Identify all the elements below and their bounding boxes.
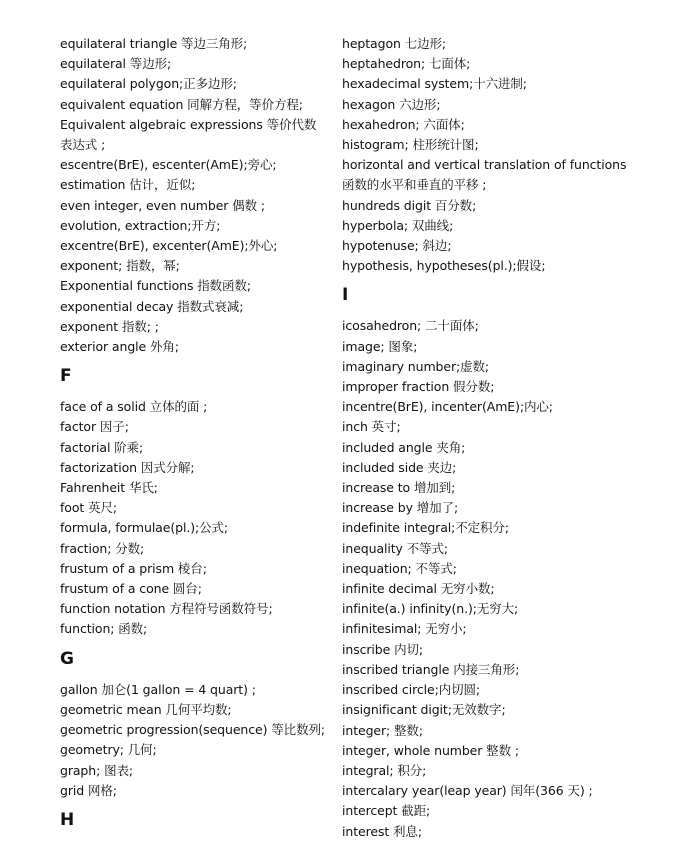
glossary-entry: factorization 因式分解;	[60, 459, 195, 475]
glossary-entry: Fahrenheit 华氏;	[60, 480, 158, 496]
section-heading-i: I	[342, 285, 349, 306]
glossary-entry: excentre(BrE), excenter(AmE);外心;	[60, 238, 278, 254]
glossary-entry: frustum of a cone 圆台;	[60, 581, 202, 597]
glossary-entry: Exponential functions 指数函数;	[60, 278, 251, 294]
glossary-entry: heptahedron; 七面体;	[342, 56, 471, 72]
left-column	[60, 34, 325, 841]
glossary-entry: equivalent equation 同解方程，等价方程;	[60, 96, 303, 112]
glossary-entry: frustum of a prism 棱台;	[60, 560, 207, 576]
glossary-entry: icosahedron; 二十面体;	[342, 318, 479, 334]
glossary-entry: increase to 增加到;	[342, 480, 456, 496]
glossary-entry: hyperbola; 双曲线;	[342, 217, 454, 233]
glossary-entry: indefinite integral;不定积分;	[342, 520, 509, 536]
glossary-entry: even integer, even number 偶数 ;	[60, 197, 265, 213]
glossary-entry: integer, whole number 整数 ;	[342, 742, 519, 758]
glossary-entry: inscribed circle;内切圆;	[342, 682, 480, 698]
glossary-entry: imaginary number;虚数;	[342, 358, 490, 374]
glossary-entry: gallon 加仑(1 gallon = 4 quart) ;	[60, 681, 256, 697]
glossary-entry: intercept 截距;	[342, 803, 431, 819]
section-heading-g: G	[60, 648, 74, 669]
glossary-entry: factorial 阶乘;	[60, 439, 144, 455]
section-heading-f: F	[60, 366, 72, 387]
glossary-entry: fraction; 分数;	[60, 540, 145, 556]
glossary-entry: histogram; 柱形统计图;	[342, 137, 479, 153]
glossary-entry: foot 英尺;	[60, 500, 117, 516]
glossary-entry: estimation 估计，近似;	[60, 177, 196, 193]
glossary-entry: equilateral polygon;正多边形;	[60, 76, 237, 92]
glossary-entry: improper fraction 假分数;	[342, 379, 495, 395]
glossary-entry: hexahedron; 六面体;	[342, 116, 465, 132]
glossary-entry: escentre(BrE), escenter(AmE);旁心;	[60, 157, 277, 173]
right-column	[342, 34, 662, 842]
glossary-entry: function; 函数;	[60, 621, 148, 637]
glossary-entry: hexagon 六边形;	[342, 96, 441, 112]
glossary-entry: heptagon 七边形;	[342, 36, 446, 51]
glossary-entry: inequation; 不等式;	[342, 560, 457, 576]
glossary-entry: graph; 图表;	[60, 762, 133, 778]
glossary-entry: insignificant digit;无效数字;	[342, 702, 506, 718]
glossary-entry: exponential decay 指数式衰减;	[60, 298, 244, 314]
glossary-entry: infinitesimal; 无穷小;	[342, 621, 467, 637]
glossary-entry: geometric mean 几何平均数;	[60, 701, 232, 717]
glossary-entry: geometry; 几何;	[60, 742, 157, 758]
glossary-entry: integer; 整数;	[342, 722, 423, 738]
glossary-entry: formula, formulae(pl.);公式;	[60, 520, 228, 536]
glossary-entry: equilateral 等边形;	[60, 56, 172, 72]
glossary-entry: geometric progression(sequence) 等比数列;	[60, 722, 325, 738]
glossary-entry: inch 英寸;	[342, 419, 401, 435]
glossary-entry: hypothesis, hypotheses(pl.);假设;	[342, 258, 546, 274]
glossary-entry: image; 图象;	[342, 338, 418, 354]
glossary-entry: incentre(BrE), incenter(AmE);内心;	[342, 399, 553, 415]
glossary-entry: exponent 指数; ;	[60, 318, 159, 334]
glossary-entry: function notation 方程符号函数符号;	[60, 601, 273, 617]
glossary-entry: inequality 不等式;	[342, 540, 449, 556]
glossary-entry: face of a solid 立体的面 ;	[60, 399, 208, 415]
glossary-entry: 函数的水平和垂直的平移 ;	[342, 177, 487, 193]
glossary-entry: infinite(a.) infinity(n.);无穷大;	[342, 601, 519, 617]
glossary-entry: exterior angle 外角;	[60, 339, 179, 355]
glossary-entry: inscribe 内切;	[342, 641, 424, 657]
glossary-entry: hypotenuse; 斜边;	[342, 238, 452, 254]
section-heading-h: H	[60, 809, 75, 830]
glossary-entry: hundreds digit 百分数;	[342, 197, 477, 213]
glossary-entry: integral; 积分;	[342, 762, 427, 778]
glossary-entry: factor 因子;	[60, 419, 129, 435]
glossary-entry: intercalary year(leap year) 闰年(366 天) ;	[342, 783, 593, 799]
glossary-entry: Equivalent algebraic expressions 等价代数表达式 ;	[60, 116, 317, 153]
glossary-entry: exponent; 指数，幂;	[60, 258, 180, 274]
glossary-entry: hexadecimal system;十六进制;	[342, 76, 527, 92]
glossary-entry: inscribed triangle 内接三角形;	[342, 661, 520, 677]
glossary-entry: included side 夹边;	[342, 459, 457, 475]
glossary-entry: infinite decimal 无穷小数;	[342, 581, 495, 597]
glossary-entry: horizontal and vertical translation of functions	[342, 157, 627, 173]
glossary-entry: interest 利息;	[342, 823, 422, 839]
glossary-entry: grid 网格;	[60, 782, 117, 798]
glossary-entry: evolution, extraction;开方;	[60, 217, 221, 233]
glossary-entry: included angle 夹角;	[342, 439, 466, 455]
glossary-entry: equilateral triangle 等边三角形;	[60, 36, 248, 51]
glossary-entry: increase by 增加了;	[342, 500, 459, 516]
